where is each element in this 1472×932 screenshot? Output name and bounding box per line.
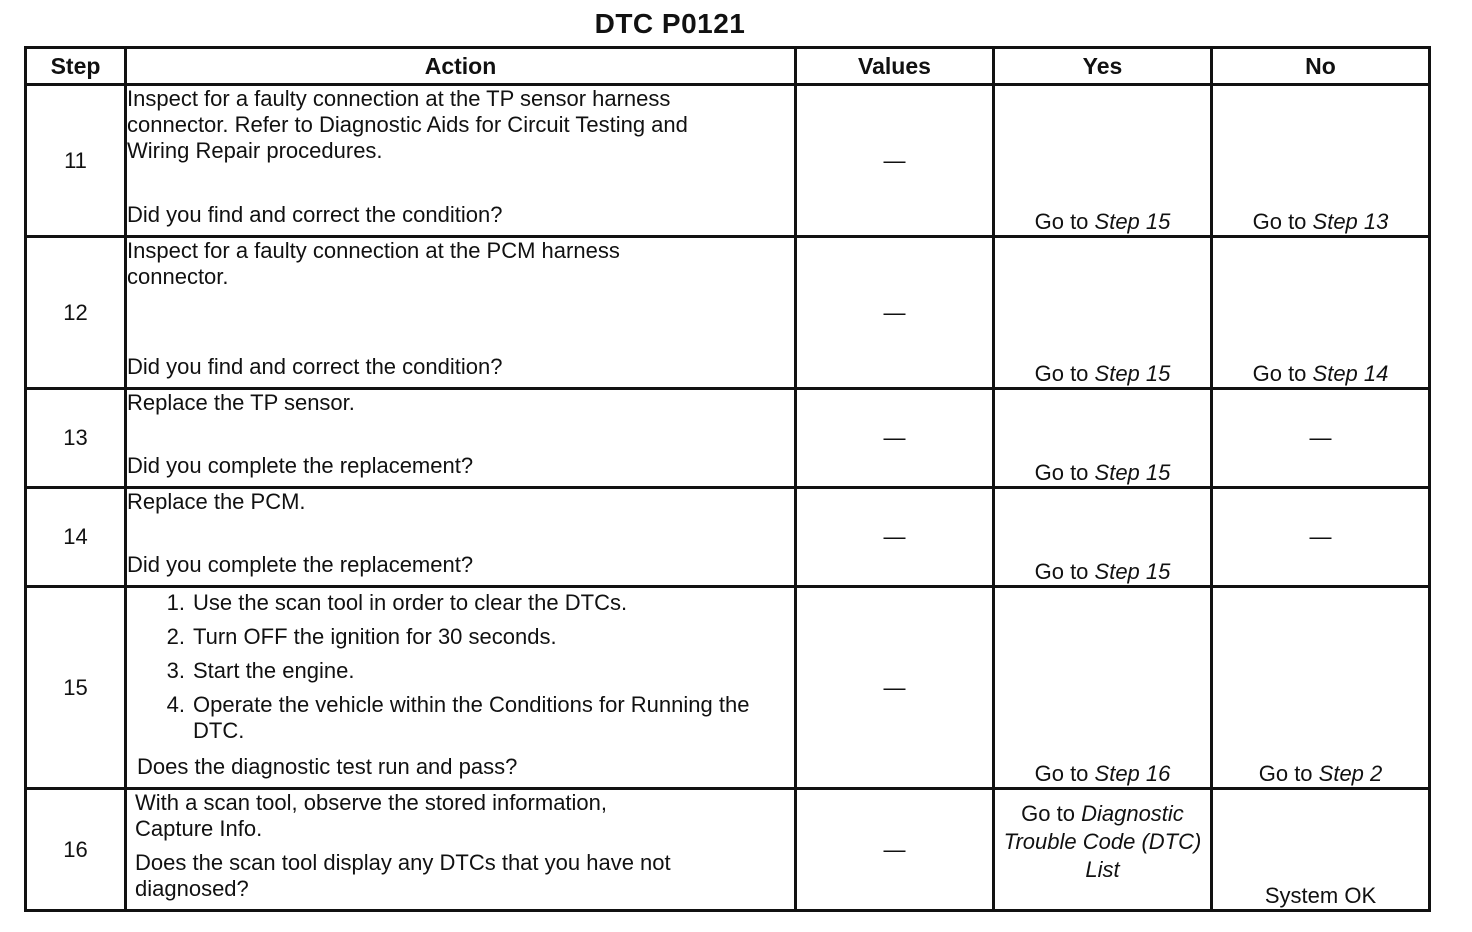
- no-cell: [1212, 389, 1430, 488]
- no-cell: [1212, 237, 1430, 389]
- no-cell: [1212, 488, 1430, 587]
- values-dash: —: [883, 674, 906, 700]
- action-text: With a scan tool, observe the stored information, Capture Info.: [135, 790, 608, 841]
- yes-prefix: Go to: [1034, 460, 1095, 485]
- step-number: 15: [26, 587, 126, 789]
- values-dash: —: [883, 299, 906, 325]
- values-dash: —: [883, 836, 906, 862]
- table-row: [26, 488, 1430, 587]
- list-item: [131, 590, 794, 616]
- no-cell: [1212, 85, 1430, 237]
- no-dash: —: [1309, 524, 1332, 549]
- action-cell: [126, 587, 796, 789]
- table-row: [26, 389, 1430, 488]
- step-number: 14: [26, 488, 126, 587]
- no-dash: —: [1309, 425, 1332, 450]
- yes-prefix: Go to: [1034, 559, 1095, 584]
- action-question: Does the diagnostic test run and pass?: [137, 754, 518, 779]
- values-cell: [796, 85, 994, 237]
- step-number: 12: [26, 237, 126, 389]
- yes-cell: [994, 389, 1212, 488]
- header-no: No: [1212, 48, 1430, 85]
- no-prefix: Go to: [1258, 761, 1319, 786]
- yes-cell: [994, 237, 1212, 389]
- action-cell: [126, 85, 796, 237]
- header-values: Values: [796, 48, 994, 85]
- step-number: 11: [26, 85, 126, 237]
- yes-prefix: Go to: [1034, 361, 1095, 386]
- document-title: DTC P0121: [594, 8, 746, 39]
- no-step-link[interactable]: Step 14: [1312, 361, 1389, 386]
- action-question: Did you complete the replacement?: [127, 552, 474, 577]
- list-text: Operate the vehicle within the Conditions for Running the DTC.: [193, 692, 750, 743]
- list-item: [131, 658, 794, 684]
- no-step-link[interactable]: Step 2: [1318, 761, 1383, 786]
- dtc-table: [24, 46, 1431, 912]
- values-cell: [796, 237, 994, 389]
- values-dash: —: [883, 425, 906, 450]
- action-question: Did you find and correct the condition?: [127, 354, 503, 379]
- header-row: [26, 48, 1430, 85]
- list-item: [131, 692, 794, 744]
- action-cell: [126, 488, 796, 587]
- list-number: 2.: [166, 624, 185, 649]
- list-item: [131, 624, 794, 650]
- action-question: Did you find and correct the condition?: [127, 202, 503, 227]
- list-text: Start the engine.: [193, 658, 355, 683]
- action-text: Replace the PCM.: [127, 489, 306, 514]
- action-cell: [126, 389, 796, 488]
- action-text: Inspect for a faulty connection at the TP sensor harness connector. Refer to Diagnostic Aids for Circuit Testing and Wiring Repair procedures.: [127, 86, 688, 163]
- yes-cell: [994, 789, 1212, 911]
- step-number: 16: [26, 789, 126, 911]
- list-text: Turn OFF the ignition for 30 seconds.: [193, 624, 557, 649]
- list-number: 4.: [166, 692, 185, 717]
- list-number: 3.: [166, 658, 185, 683]
- yes-cell: [994, 587, 1212, 789]
- yes-step-link[interactable]: Step 15: [1094, 209, 1171, 234]
- header-action: Action: [126, 48, 796, 85]
- system-ok-text: System OK: [1264, 883, 1377, 908]
- yes-prefix: Go to: [1021, 801, 1082, 826]
- values-dash: —: [883, 524, 906, 549]
- yes-cell: [994, 488, 1212, 587]
- list-text: Use the scan tool in order to clear the DTCs.: [193, 590, 628, 615]
- step-number: 13: [26, 389, 126, 488]
- yes-step-link[interactable]: Step 15: [1094, 460, 1171, 485]
- no-prefix: Go to: [1252, 209, 1313, 234]
- header-yes: Yes: [994, 48, 1212, 85]
- no-step-link[interactable]: Step 13: [1312, 209, 1389, 234]
- values-cell: [796, 488, 994, 587]
- no-prefix: Go to: [1252, 361, 1313, 386]
- table-row: [26, 237, 1430, 389]
- yes-step-link[interactable]: Step 15: [1094, 361, 1171, 386]
- action-cell: [126, 237, 796, 389]
- action-steps-list: [131, 590, 794, 752]
- values-cell: [796, 389, 994, 488]
- yes-step-link[interactable]: Step 16: [1094, 761, 1171, 786]
- no-cell: [1212, 789, 1430, 911]
- action-question: Does the scan tool display any DTCs that you have not diagnosed?: [135, 850, 671, 901]
- table-row: [26, 85, 1430, 237]
- header-step: Step: [26, 48, 126, 85]
- list-number: 1.: [166, 590, 185, 615]
- values-cell: [796, 789, 994, 911]
- yes-prefix: Go to: [1034, 209, 1095, 234]
- yes-cell: [994, 85, 1212, 237]
- action-cell: [126, 789, 796, 911]
- table-row: [26, 789, 1430, 911]
- no-cell: [1212, 587, 1430, 789]
- action-text: Replace the TP sensor.: [127, 390, 355, 415]
- values-cell: [796, 587, 994, 789]
- yes-dtc-list-link[interactable]: Diagnostic Trouble Code (DTC) List: [1003, 801, 1202, 882]
- action-question: Did you complete the replacement?: [127, 453, 474, 478]
- table-row: [26, 587, 1430, 789]
- yes-prefix: Go to: [1034, 761, 1095, 786]
- yes-step-link[interactable]: Step 15: [1094, 559, 1171, 584]
- action-text: Inspect for a faulty connection at the PCM harness connector.: [127, 238, 620, 289]
- values-dash: —: [883, 147, 906, 173]
